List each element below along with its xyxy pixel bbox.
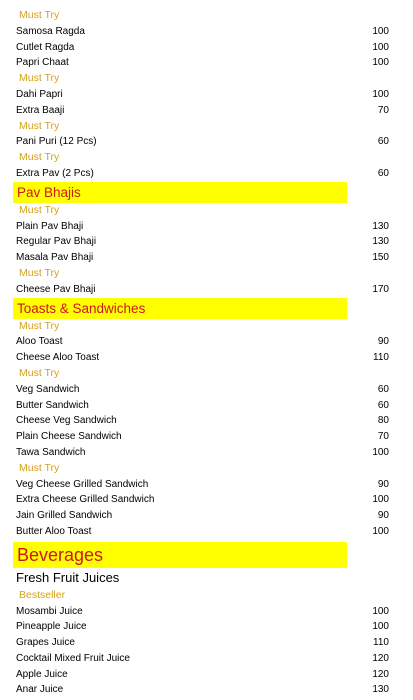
- item-price: 100: [372, 494, 389, 506]
- item-price: 100: [372, 605, 389, 617]
- menu-item: [0, 413, 413, 429]
- item-name: Plain Cheese Sandwich: [16, 431, 122, 443]
- item-name: Cocktail Mixed Fruit Juice: [16, 652, 130, 664]
- must-try-tag: Must Try: [19, 72, 60, 85]
- item-name: Pineapple Juice: [16, 621, 87, 633]
- item-price: 60: [377, 383, 389, 395]
- item-price: 110: [373, 637, 389, 649]
- menu-item: [0, 682, 413, 698]
- menu-item: [0, 445, 413, 461]
- item-price: 130: [372, 220, 389, 232]
- menu-item: [0, 350, 413, 366]
- menu-item: [0, 477, 413, 493]
- item-price: 100: [372, 525, 389, 537]
- menu-item: [0, 619, 413, 635]
- item-name: Pani Puri (12 Pcs): [16, 136, 97, 148]
- item-name: Cheese Aloo Toast: [16, 352, 100, 364]
- item-name: Papri Chaat: [16, 57, 69, 69]
- item-price: 60: [377, 136, 389, 148]
- must-try-tag: Must Try: [19, 203, 60, 216]
- menu-item: [0, 334, 413, 350]
- item-price: 100: [372, 446, 389, 458]
- item-name: Butter Aloo Toast: [16, 525, 92, 537]
- item-price: 100: [372, 25, 389, 37]
- item-name: Tawa Sandwich: [16, 446, 86, 458]
- item-name: Cheese Pav Bhaji: [16, 283, 96, 295]
- menu-list: [0, 8, 413, 698]
- menu-item: [0, 492, 413, 508]
- item-name: Anar Juice: [16, 684, 64, 696]
- bestseller-tag: Bestseller: [19, 588, 66, 601]
- item-name: Cutlet Ragda: [16, 41, 75, 53]
- item-name: Jain Grilled Sandwich: [16, 510, 113, 522]
- menu-item: [0, 429, 413, 445]
- item-name: Aloo Toast: [16, 336, 63, 348]
- item-name: Plain Pav Bhaji: [16, 220, 84, 232]
- item-name: Veg Sandwich: [16, 383, 80, 395]
- item-name: Masala Pav Bhaji: [16, 252, 94, 264]
- item-name: Cheese Veg Sandwich: [16, 415, 117, 427]
- subsection-header: Fresh Fruit Juices: [16, 569, 120, 585]
- item-name: Extra Pav (2 Pcs): [16, 167, 94, 179]
- item-price: 150: [372, 252, 389, 264]
- menu-item: [0, 651, 413, 667]
- menu-item: [0, 103, 413, 119]
- menu-item: [0, 635, 413, 651]
- item-name: Extra Baaji: [16, 104, 65, 116]
- section-header: Pav Bhajis: [13, 182, 347, 203]
- menu-item: [0, 250, 413, 266]
- must-try-tag: Must Try: [19, 119, 60, 132]
- item-price: 170: [372, 283, 389, 295]
- item-name: Grapes Juice: [16, 637, 75, 649]
- must-try-tag: Must Try: [19, 366, 60, 379]
- item-name: Extra Cheese Grilled Sandwich: [16, 494, 155, 506]
- must-try-tag: Must Try: [19, 319, 60, 332]
- menu-item: [0, 524, 413, 540]
- menu-item: [0, 55, 413, 71]
- section-header: Beverages: [13, 542, 347, 568]
- item-price: 120: [372, 668, 389, 680]
- must-try-tag: Must Try: [19, 461, 60, 474]
- menu-item: [0, 40, 413, 56]
- menu-item: [0, 134, 413, 150]
- item-price: 120: [372, 652, 389, 664]
- must-try-tag: Must Try: [19, 151, 60, 164]
- menu-item: [0, 282, 413, 298]
- menu-item: [0, 24, 413, 40]
- item-price: 90: [377, 478, 389, 490]
- item-price: 60: [377, 399, 389, 411]
- item-name: Regular Pav Bhaji: [16, 236, 97, 248]
- item-name: Mosambi Juice: [16, 605, 83, 617]
- item-price: 130: [372, 236, 389, 248]
- item-price: 80: [377, 415, 389, 427]
- item-price: 100: [372, 41, 389, 53]
- menu-item: [0, 166, 413, 182]
- item-price: 60: [377, 167, 389, 179]
- menu-item: [0, 234, 413, 250]
- menu-item: [0, 87, 413, 103]
- item-name: Butter Sandwich: [16, 399, 89, 411]
- item-name: Dahi Papri: [16, 88, 63, 100]
- item-price: 110: [373, 352, 389, 364]
- item-price: 130: [372, 684, 389, 696]
- item-price: 100: [372, 57, 389, 69]
- item-price: 90: [377, 510, 389, 522]
- menu-item: [0, 398, 413, 414]
- must-try-tag: Must Try: [19, 9, 60, 21]
- menu-item: [0, 219, 413, 235]
- menu-item: [0, 382, 413, 398]
- item-price: 100: [372, 621, 389, 633]
- menu-item: [0, 604, 413, 620]
- item-price: 90: [377, 336, 389, 348]
- must-try-tag: Must Try: [19, 266, 60, 279]
- menu-item: [0, 667, 413, 683]
- menu-item: [0, 508, 413, 524]
- item-price: 100: [372, 88, 389, 100]
- item-name: Samosa Ragda: [16, 25, 85, 37]
- item-name: Apple Juice: [16, 668, 68, 680]
- section-header: Toasts & Sandwiches: [13, 298, 347, 319]
- item-price: 70: [377, 431, 389, 443]
- item-price: 70: [377, 104, 389, 116]
- item-name: Veg Cheese Grilled Sandwich: [16, 478, 149, 490]
